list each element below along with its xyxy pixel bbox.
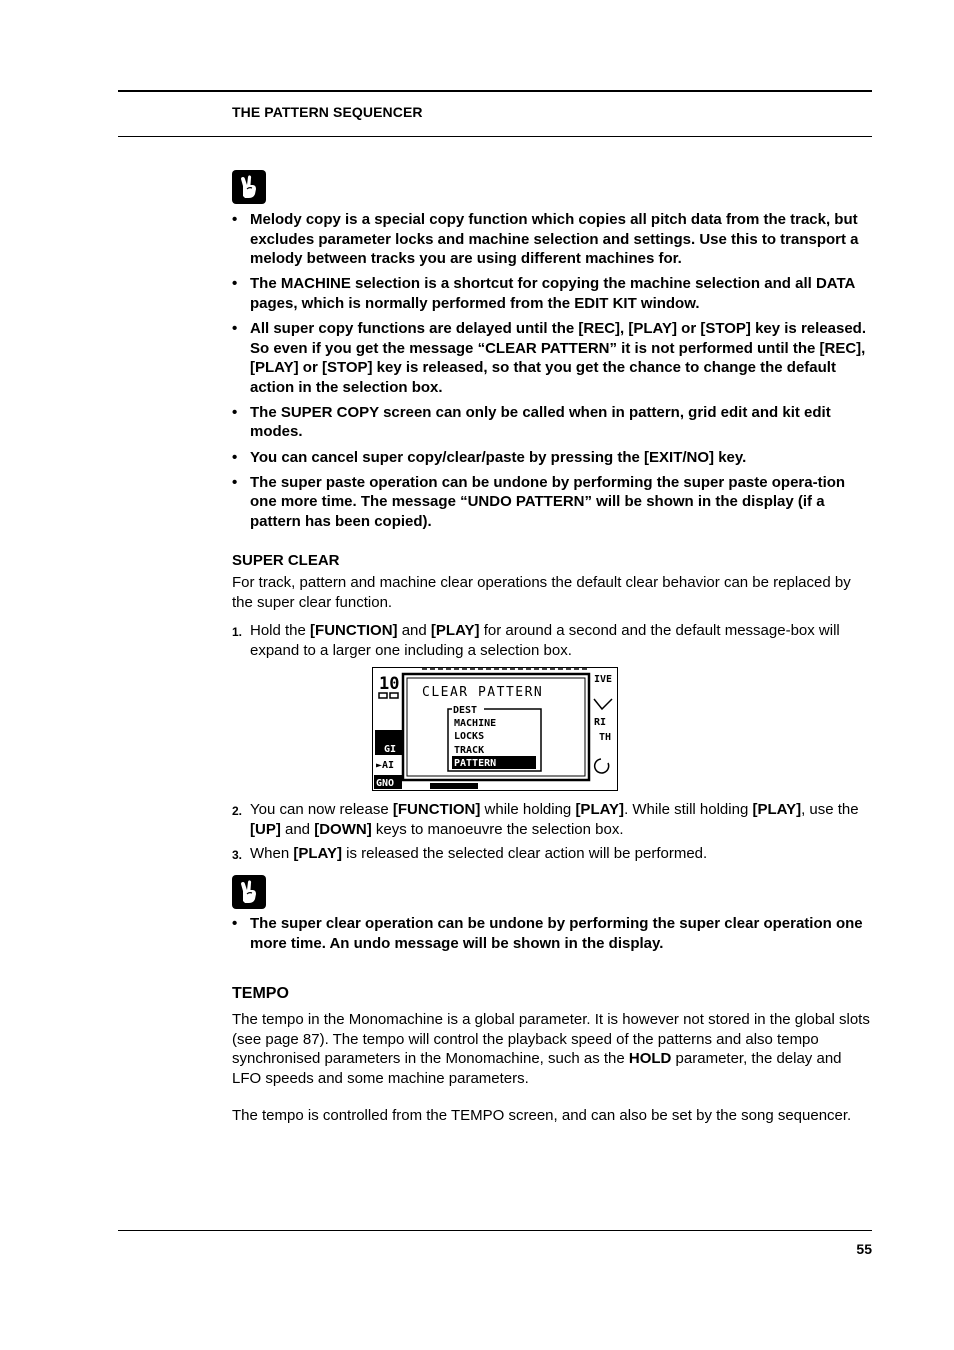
step-text: , use the: [801, 801, 859, 818]
list-item: [232, 844, 872, 864]
footer-rule: [118, 1230, 872, 1231]
notes-list: [232, 210, 872, 537]
note-text: You can cancel super copy/clear/paste by pressing the [EXIT/NO] key.: [250, 448, 747, 466]
key-label: [FUNCTION]: [310, 622, 398, 639]
bg-text: ►AI: [376, 760, 395, 771]
list-item: • The SUPER COPY screen can only be called when in pattern, grid edit and kit edit modes.: [232, 403, 831, 441]
key-label: [PLAY]: [752, 801, 802, 818]
peace-hand-note-icon: [232, 875, 266, 909]
step-text: When: [250, 844, 294, 862]
list-item: • The MACHINE selection is a shortcut for copying the machine selection and all DATA pages, which is normally performed from the EDIT KIT window.: [232, 275, 855, 312]
step-text: for around a second and the default message-box will expand to a larger one including a selection box.: [250, 622, 840, 659]
header-top-rule: [118, 90, 872, 92]
step-number: 3.: [232, 847, 243, 862]
note-text: Melody copy is a special copy function which copies all pitch data from the track, but excludes parameter locks and machine selection and settings. Use this to transport a melody between tracks you are using different machines for.: [250, 211, 859, 268]
dialog-title: CLEAR PATTERN: [422, 685, 544, 700]
step-text: and: [280, 820, 315, 838]
note-text: The SUPER COPY screen can only be called when in pattern, grid edit and kit edit modes.: [250, 403, 831, 441]
list-item: • The super clear operation can be undone by performing the super clear operation one more time. An undo message will be shown in the display.: [232, 915, 863, 952]
super-clear-steps-cont: [232, 800, 872, 868]
paragraph-text: parameter, the delay and LFO speeds and some machine parameters.: [232, 1050, 842, 1087]
bg-text: TH: [599, 732, 612, 743]
bg-text: GI: [384, 744, 397, 755]
parameter-name: HOLD: [628, 1050, 672, 1068]
list-item: • Melody copy is a special copy function which copies all pitch data from the track, but excludes parameter locks and machine selection and settings. Use this to transport a melody between tracks you are using different machines for.: [232, 211, 859, 268]
tempo-paragraph-1: [232, 1010, 872, 1088]
notes-list-2: [232, 914, 872, 959]
tempo-paragraph-2: The tempo is controlled from the TEMPO screen, and can also be set by the song sequencer.: [232, 1107, 852, 1124]
key-label: [PLAY]: [575, 801, 625, 818]
page-number: 55: [856, 1241, 872, 1257]
key-label: [PLAY]: [430, 622, 480, 639]
key-label: [FUNCTION]: [392, 801, 481, 818]
note-text: The super clear operation can be undone by performing the super clear operation one more time. An undo message will be shown in the display.: [250, 915, 863, 952]
bg-text: GNO: [376, 778, 395, 789]
step-text: You can now release: [250, 801, 393, 818]
note-text: All super copy functions are delayed until the [REC], [PLAY] or [STOP] key is released. So even if you get the message “CLEAR PATTERN” it is not performed until the [REC], [PLAY] or [STOP] key is released, so that you get the chance to change the default action in the selection box.: [250, 319, 866, 396]
list-item: • All super copy functions are delayed until the [REC], [PLAY] or [STOP] key is released. So even if you get the message “CLEAR PATTERN” it is not performed until the [REC], [PLAY] or [STOP] key is released, so that you get the chance to change the default action in the selection box.: [232, 319, 866, 396]
dest-label: DEST: [453, 705, 478, 716]
section-heading-tempo: TEMPO: [232, 985, 289, 1002]
list-item: • You can cancel super copy/clear/paste by pressing the [EXIT/NO] key.: [232, 448, 747, 466]
running-header: THE PATTERN SEQUENCER: [232, 104, 423, 120]
step-text: keys to manoeuvre the selection box.: [371, 820, 624, 838]
step-number: 1.: [232, 625, 243, 639]
header-bottom-rule: [118, 136, 872, 137]
list-item: [232, 800, 872, 839]
key-label: [PLAY]: [293, 844, 342, 862]
list-item: [232, 621, 872, 660]
step-text: Hold the: [250, 622, 311, 639]
option-machine: MACHINE: [454, 718, 497, 729]
peace-hand-note-icon: [232, 170, 266, 204]
option-locks: LOCKS: [454, 731, 485, 742]
option-pattern-selected: PATTERN: [454, 758, 497, 769]
super-clear-intro: For track, pattern and machine clear operations the default clear behavior can be replaced by the super clear function.: [232, 574, 851, 611]
lcd-screenshot: [372, 667, 618, 791]
note-text: The MACHINE selection is a shortcut for copying the machine selection and all DATA pages, which is normally performed from the EDIT KIT window.: [250, 275, 855, 312]
step-number: 2.: [232, 804, 243, 818]
paragraph-text: The tempo in the Monomachine is a global parameter. It is however not stored in the global slots (see page 87). The tempo will control the playback speed of the patterns and also tempo synchronised parameters in the Monomachine, such as the: [232, 1011, 870, 1068]
key-label: [DOWN]: [314, 820, 372, 838]
section-heading-super-clear: SUPER CLEAR: [232, 552, 340, 569]
list-item: • The super paste operation can be undone by performing the super paste opera-tion one more time. The message “UNDO PATTERN” will be shown in the display (if a pattern has been copied).: [232, 473, 846, 530]
step-text: . While still holding: [624, 801, 753, 818]
step-text: and: [397, 622, 431, 639]
super-clear-steps: [232, 621, 872, 665]
bg-text: IVE: [594, 674, 613, 685]
step-text: while holding: [480, 801, 576, 818]
step-text: is released the selected clear action will be performed.: [341, 844, 708, 862]
bg-text: RI: [594, 717, 607, 728]
key-label: [UP]: [250, 820, 281, 838]
note-text: The super paste operation can be undone by performing the super paste opera-tion one more time. The message “UNDO PATTERN” will be shown in the display (if a pattern has been copied).: [250, 473, 846, 530]
option-track: TRACK: [454, 745, 485, 756]
bg-digit: 10: [379, 674, 400, 694]
